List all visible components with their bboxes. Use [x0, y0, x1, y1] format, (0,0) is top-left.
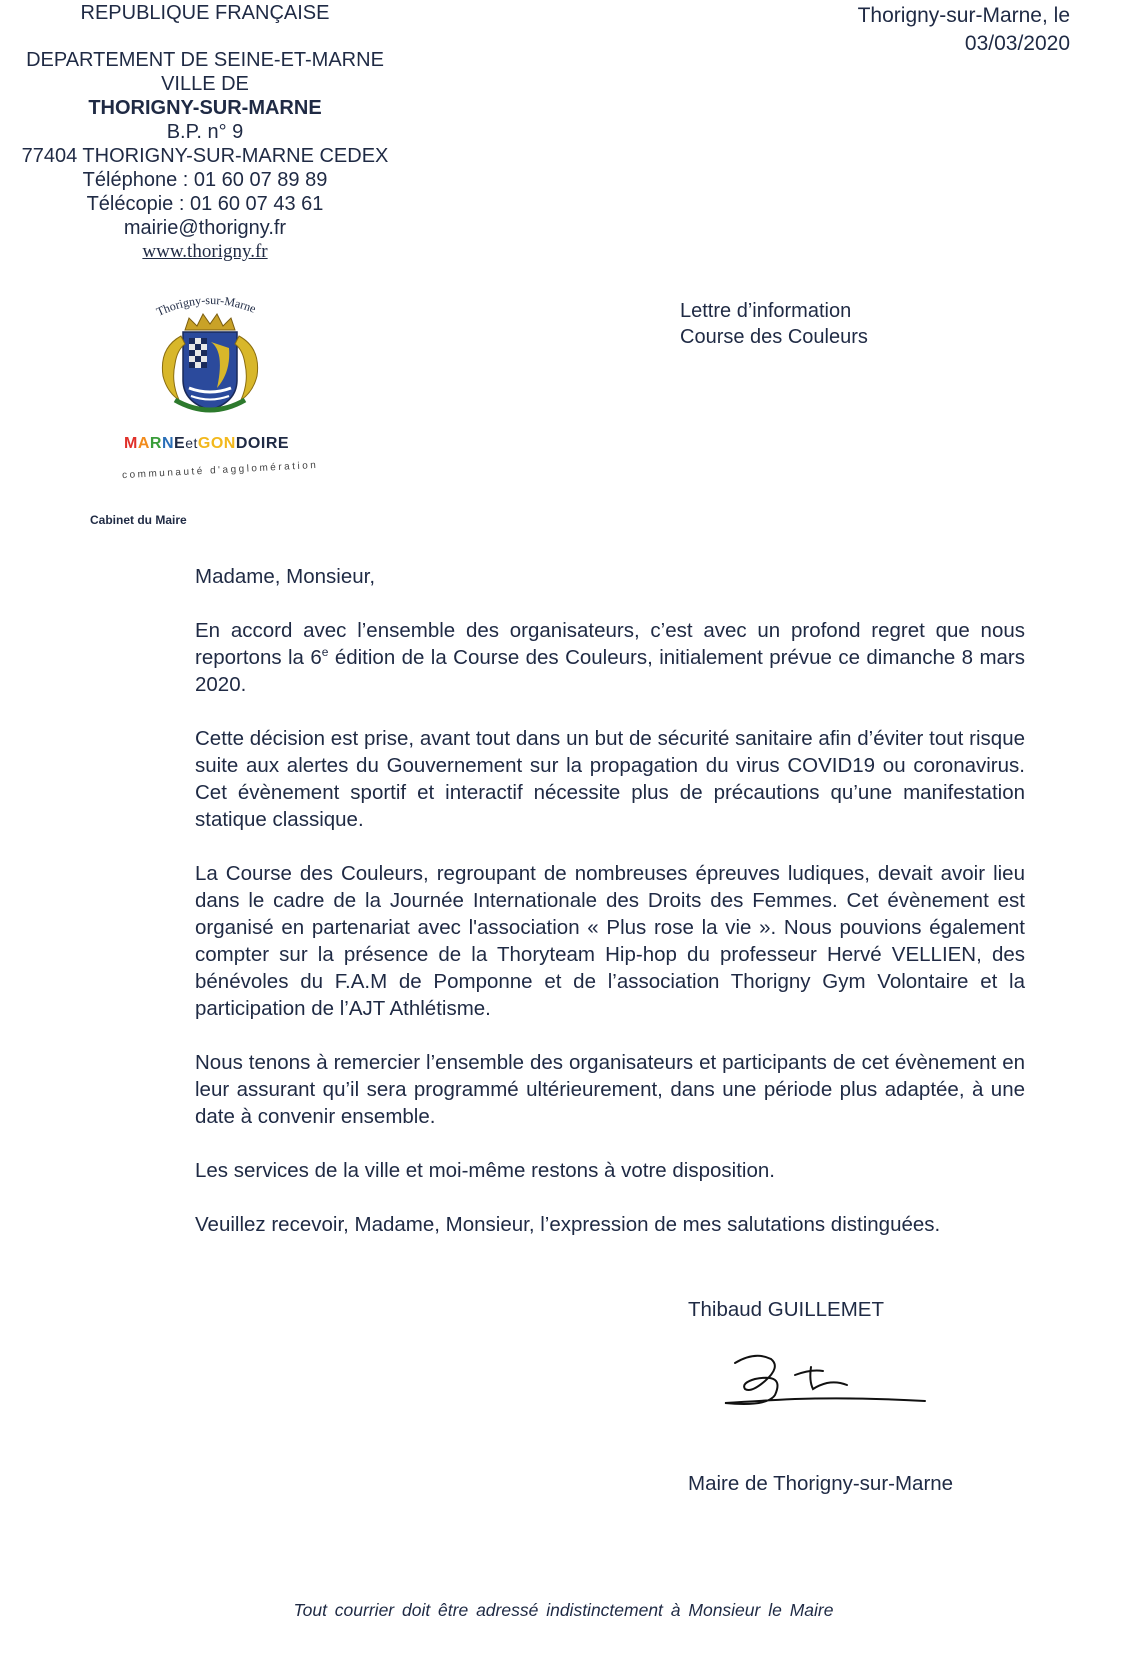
date-line1: Thorigny-sur-Marne, le	[857, 4, 1070, 27]
header-postal: 77404 THORIGNY-SUR-MARNE CEDEX	[21, 145, 389, 167]
signer-title: Maire de Thorigny-sur-Marne	[688, 1472, 954, 1495]
municipal-header	[0, 1, 410, 264]
mg-marne: MARNE	[124, 435, 186, 452]
paragraph-2: Cette décision est prise, avant tout dans un but de sécurité sanitaire afin d’éviter tout risque suite aux alertes du Gouvernement sur la propagation du virus COVID19 ou coronavirus. Cet évènement sportif et interactif nécessite plus de précautions qu’une manifestation statique classique.	[195, 727, 1025, 831]
paragraph-3: La Course des Couleurs, regroupant de nombreuses épreuves ludiques, devait avoir lieu dans le cadre de la Journée Internationale des Droits des Femmes. Cet évènement est organisé en partenariat avec l'association « Plus rose la vie ». Nous pouvions également compter sur la présence de la Thoryteam Hip-hop du professeur Hervé VELLIEN, des bénévoles du F.A.M de Pomponne et de l’association Thorigny Gym Volontaire et la participation de l’AJT Athlétisme.	[195, 862, 1025, 1020]
paragraph-5: Les services de la ville et moi-même restons à votre disposition.	[195, 1159, 775, 1182]
crown-icon	[185, 314, 235, 330]
marne-et-gondoire-logo	[124, 435, 289, 453]
header-department: DEPARTEMENT DE SEINE-ET-MARNE	[26, 49, 384, 71]
paragraph-6: Veuillez recevoir, Madame, Monsieur, l’expression de mes salutations distinguées.	[195, 1213, 941, 1236]
header-bp: B.P. n° 9	[166, 121, 244, 143]
paragraph-1: En accord avec l’ensemble des organisateurs, c’est avec un profond regret que nous reportons la 6e édition de la Course des Couleurs, initialement prévue ce dimanche 8 mars 2020.	[195, 619, 1025, 696]
header-city: THORIGNY-SUR-MARNE	[88, 97, 322, 119]
header-ville-de: VILLE DE	[161, 73, 249, 95]
cabinet-label: Cabinet du Maire	[90, 513, 187, 527]
coat-of-arms-logo	[145, 292, 275, 428]
salutation: Madame, Monsieur,	[195, 565, 376, 588]
left-supporter-icon	[162, 336, 185, 400]
letter-subject	[680, 298, 868, 350]
mg-subtitle: communauté d'agglomération	[121, 459, 319, 482]
footer-note: Tout courrier doit être adressé indistinctement à Monsieur le Maire	[293, 1600, 834, 1620]
header-republic: REPUBLIQUE FRANÇAISE	[80, 2, 330, 24]
subject-line1: Lettre d’information	[680, 300, 852, 322]
handwritten-signature	[715, 1345, 945, 1415]
mg-gondoire: GONDOIRE	[197, 435, 290, 452]
paragraph-4: Nous tenons à remercier l’ensemble des organisateurs et participants de cet évènement en leur assurant qu’il sera programmé ultérieurement, dans une période plus adaptée, à une date à convenir ensemble.	[195, 1051, 1025, 1128]
header-website-link[interactable]: www.thorigny.fr	[142, 241, 268, 262]
header-phone: Téléphone : 01 60 07 89 89	[82, 169, 328, 191]
letter-body	[195, 563, 1025, 1265]
crest-label: Thorigny-sur-Marne	[154, 292, 258, 319]
right-supporter-icon	[235, 336, 258, 400]
header-fax: Télécopie : 01 60 07 43 61	[86, 193, 324, 215]
letter-date	[858, 2, 1070, 58]
subject-line2: Course des Couleurs	[680, 326, 868, 348]
signer-name: Thibaud GUILLEMET	[688, 1298, 884, 1321]
header-email: mairie@thorigny.fr	[123, 217, 287, 239]
mg-et: et	[185, 435, 198, 451]
date-line2: 03/03/2020	[964, 32, 1070, 55]
